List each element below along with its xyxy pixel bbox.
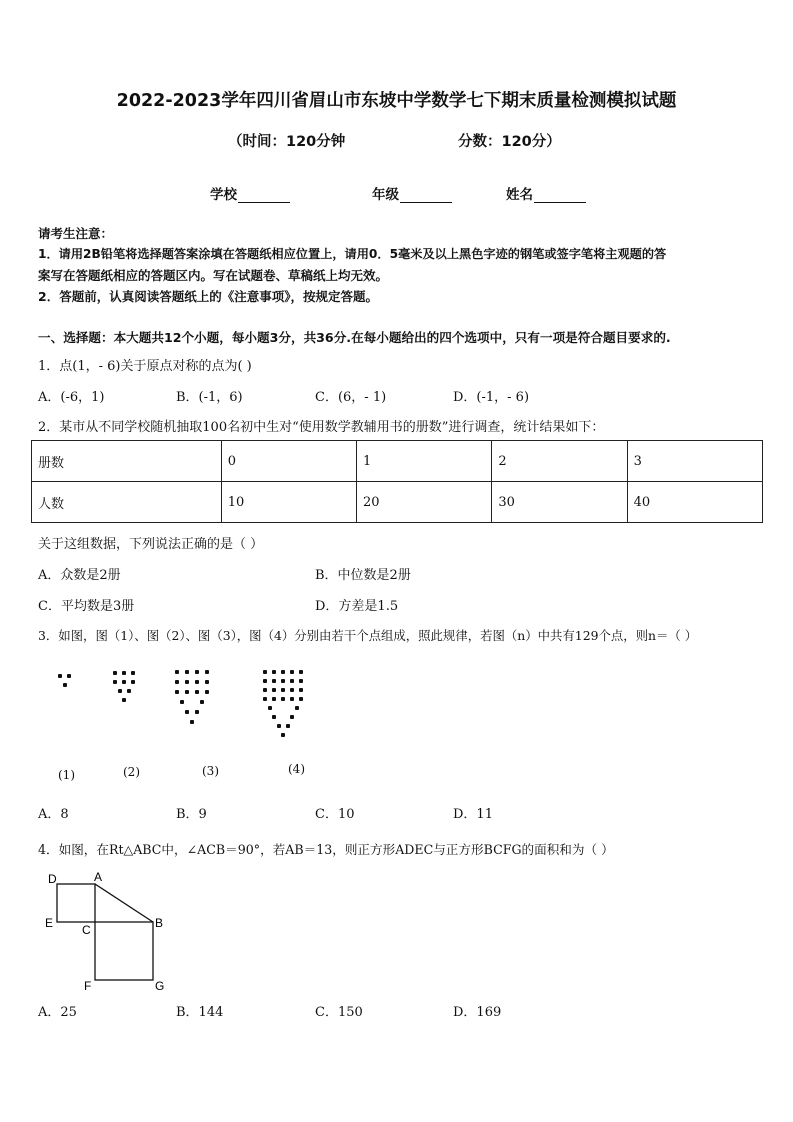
notice-heading: 请考生注意： (38, 226, 114, 241)
q4-stem: 4．如图，在Rt△ABC中，∠ACB＝90°，若AB＝13，则正方形ADEC与正方形BCFG的面积和为（ ） (38, 842, 614, 857)
q1-option-c: C．(6，- 1) (315, 390, 387, 405)
pattern-dot (272, 688, 276, 692)
pattern-dot (281, 670, 285, 674)
q4-option-c: C．150 (315, 1005, 363, 1020)
pattern-dot (122, 680, 126, 684)
q2-stem: 2．某市从不同学校随机抽取100名初中生对“使用数学教辅用书的册数”进行调查，统计结果如下： (38, 420, 605, 435)
q2-option-c: C．平均数是3册 (38, 599, 135, 614)
table-cell: 20 (357, 482, 492, 523)
pattern-dot (290, 670, 294, 674)
pattern-dot (268, 706, 272, 710)
grade-field (372, 183, 452, 203)
q3-option-a: A．8 (38, 807, 69, 822)
hypotenuse-ab (95, 884, 153, 922)
pattern-dot (113, 671, 117, 675)
name-blank (534, 189, 586, 203)
figure-caption-4: (4) (288, 762, 305, 776)
pattern-dot (175, 680, 179, 684)
q4-option-b: B．144 (176, 1005, 224, 1020)
figure-caption-2: (2) (123, 765, 140, 779)
table-cell: 3 (627, 441, 762, 482)
q2-question: 关于这组数据，下列说法正确的是（ ） (38, 537, 264, 552)
pattern-dot (299, 688, 303, 692)
pattern-dot (122, 671, 126, 675)
page-title: 2022-2023学年四川省眉山市东坡中学数学七下期末质量检测模拟试题 (116, 91, 677, 111)
notice-line-3: 2．答题前，认真阅读答题纸上的《注意事项》，按规定答题。 (38, 289, 378, 304)
q1-option-a: A．(-6，1) (38, 390, 105, 405)
figure-caption-3: (3) (202, 764, 219, 778)
q1-option-b: B．(-1，6) (176, 390, 243, 405)
point-label-b: B (155, 916, 164, 930)
square-adec (57, 884, 95, 922)
pattern-dot (272, 715, 276, 719)
table-cell: 30 (492, 482, 627, 523)
school-blank (238, 189, 290, 203)
pattern-dot (195, 690, 199, 694)
point-label-d: D (48, 872, 57, 886)
pattern-dot (272, 697, 276, 701)
school-field (210, 183, 290, 203)
score-label: 分数：120分） (458, 134, 561, 150)
section-heading: 一、选择题：本大题共12个小题，每小题3分，共36分.在每小题给出的四个选项中，只有一项是符合题目要求的. (38, 330, 671, 345)
q4-option-d: D．169 (453, 1005, 502, 1020)
pattern-dot (272, 670, 276, 674)
pattern-dot (290, 688, 294, 692)
pattern-dot (286, 724, 290, 728)
pattern-dot (290, 697, 294, 701)
pattern-dot (113, 680, 117, 684)
point-label-a: A (94, 870, 103, 884)
q2-option-d: D．方差是1.5 (315, 599, 399, 614)
time-label: （时间：120分钟 (228, 134, 346, 150)
pattern-dot (290, 679, 294, 683)
pattern-dot (122, 698, 126, 702)
point-label-e: E (45, 916, 54, 930)
pattern-dot (175, 670, 179, 674)
notice-line-2: 案写在答题纸相应的答题区内。写在试题卷、草稿纸上均无效。 (38, 268, 389, 283)
pattern-dot (299, 679, 303, 683)
pattern-dot (205, 680, 209, 684)
q3-option-c: C．10 (315, 807, 355, 822)
school-label: 学校 (210, 187, 237, 203)
point-label-c: C (82, 923, 91, 937)
pattern-dot (200, 700, 204, 704)
q1-option-d: D．(-1，- 6) (453, 390, 530, 405)
pattern-dot (185, 680, 189, 684)
pattern-dot (263, 697, 267, 701)
q3-stem: 3．如图，图（1）、图（2）、图（3），图（4）分别由若干个点组成，照此规律，若图（n）中共有129个点，则n＝（ ） (38, 628, 698, 643)
triangle-squares-diagram (40, 866, 180, 996)
pattern-dot (185, 710, 189, 714)
pattern-dot (185, 690, 189, 694)
pattern-dot (295, 706, 299, 710)
name-field (506, 183, 586, 203)
pattern-dot (263, 679, 267, 683)
pattern-dot (190, 720, 194, 724)
pattern-dot (131, 680, 135, 684)
pattern-dot (175, 690, 179, 694)
pattern-dot (281, 688, 285, 692)
table-cell: 1 (357, 441, 492, 482)
q3-option-d: D．11 (453, 807, 493, 822)
table-cell: 40 (627, 482, 762, 523)
table-cell: 人数 (32, 482, 222, 523)
table-cell: 2 (492, 441, 627, 482)
pattern-dot (195, 670, 199, 674)
pattern-dot (185, 670, 189, 674)
pattern-dot (281, 697, 285, 701)
pattern-dot (118, 689, 122, 693)
pattern-dot (281, 679, 285, 683)
pattern-dot (272, 679, 276, 683)
q4-option-a: A．25 (38, 1005, 77, 1020)
table-cell: 册数 (32, 441, 222, 482)
pattern-dot (180, 700, 184, 704)
table-cell: 0 (221, 441, 356, 482)
pattern-dot (205, 690, 209, 694)
pattern-dot (67, 674, 71, 678)
pattern-dot (290, 715, 294, 719)
pattern-dot (277, 724, 281, 728)
point-label-f: F (84, 979, 92, 993)
q2-option-a: A．众数是2册 (38, 568, 121, 583)
table-cell: 10 (221, 482, 356, 523)
pattern-dot (205, 670, 209, 674)
q2-option-b: B．中位数是2册 (315, 568, 411, 583)
pattern-dot (195, 680, 199, 684)
pattern-dot (263, 688, 267, 692)
pattern-dot (263, 670, 267, 674)
pattern-dot (63, 683, 67, 687)
q3-option-b: B．9 (176, 807, 207, 822)
pattern-dot (58, 674, 62, 678)
pattern-dot (299, 697, 303, 701)
pattern-dot (131, 671, 135, 675)
table-row (32, 482, 763, 523)
pattern-dot (281, 733, 285, 737)
point-label-g: G (155, 979, 165, 993)
grade-blank (400, 189, 452, 203)
grade-label: 年级 (372, 187, 399, 203)
pattern-dot (127, 689, 131, 693)
q1-stem: 1．点(1，- 6)关于原点对称的点为( ) (38, 359, 252, 374)
name-label: 姓名 (506, 187, 533, 203)
square-bcfg (95, 922, 153, 980)
table-row (32, 441, 763, 482)
q2-data-table (31, 440, 763, 523)
figure-caption-1: (1) (58, 768, 75, 782)
notice-line-1: 1．请用2B铅笔将选择题答案涂填在答题纸相应位置上，请用0．5毫米及以上黑色字迹的钢笔或签字笔将主观题的答 (38, 247, 667, 261)
pattern-dot (299, 670, 303, 674)
pattern-dot (195, 710, 199, 714)
